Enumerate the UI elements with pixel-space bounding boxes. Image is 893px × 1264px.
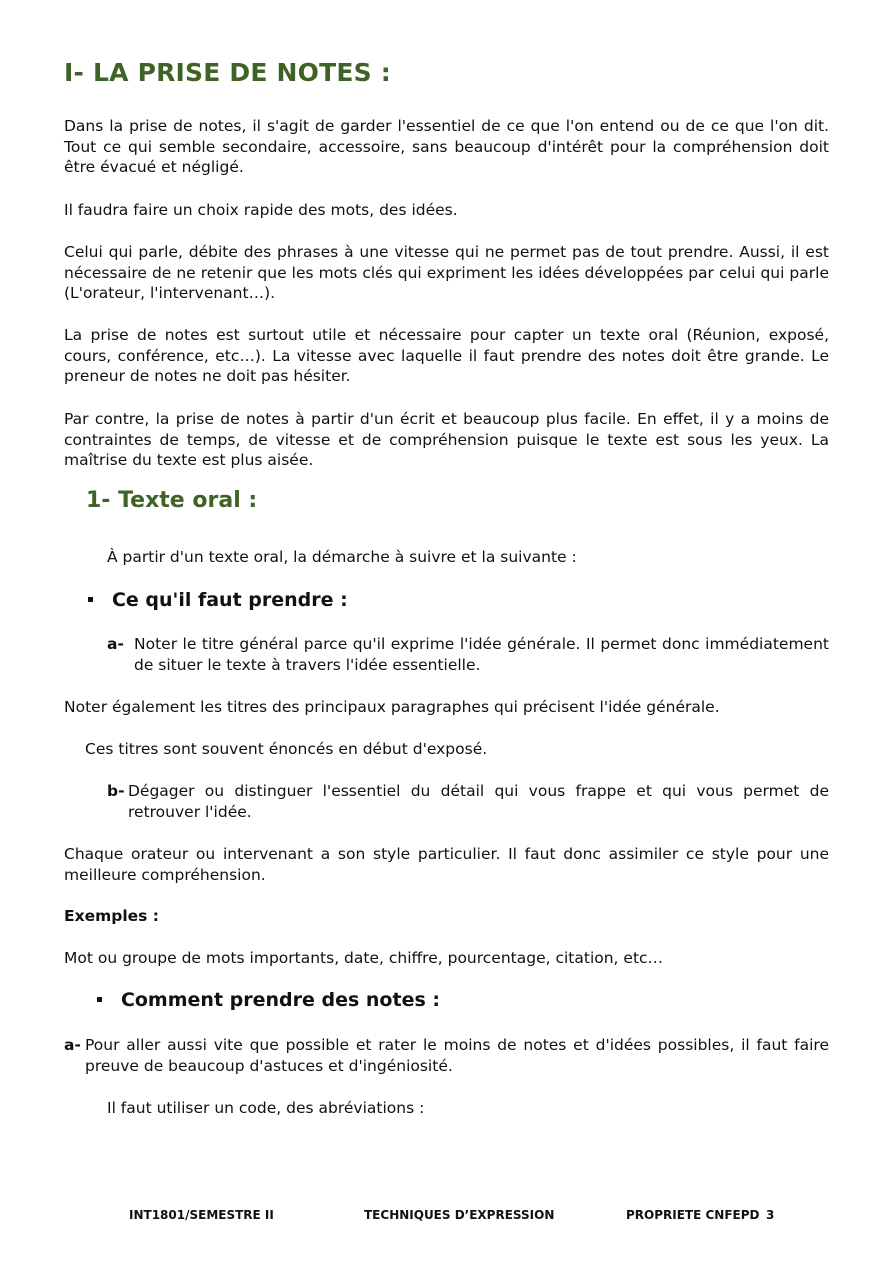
- paragraph-4: La prise de notes est surtout utile et nécessaire pour capter un texte oral (Réunion, exposé, cours, conférence, etc…). La vitesse avec laquelle il faut prendre des notes doit être grande. Le preneur de notes ne doit pas hésiter.: [64, 326, 829, 385]
- section-heading: I- LA PRISE DE NOTES :: [64, 58, 391, 87]
- bullet-what-to-take: [88, 590, 348, 612]
- footer-owner: PROPRIETE CNFEPD: [626, 1208, 760, 1222]
- list-item-a: [107, 634, 829, 675]
- note-titles: Noter également les titres des principaux paragraphes qui précisent l'idée générale.: [64, 698, 720, 716]
- bullet-heading: Comment prendre des notes :: [120, 989, 440, 1011]
- paragraph-1: Dans la prise de notes, il s'agit de garder l'essentiel de ce que l'on entend ou de ce que l'on dit. Tout ce qui semble secondaire, accessoire, sans beaucoup d'intérêt pour la compréhension doit être évacué et négligé.: [64, 117, 829, 176]
- footer-course: INT1801/SEMESTRE II: [129, 1208, 274, 1222]
- note-style: Chaque orateur ou intervenant a son style particulier. Il faut donc assimiler ce style pour une meilleure compréhension.: [64, 845, 829, 884]
- footer-subject: TECHNIQUES D’EXPRESSION: [364, 1208, 555, 1222]
- section-intro: À partir d'un texte oral, la démarche à suivre et la suivante :: [107, 548, 577, 566]
- item-text: Pour aller aussi vite que possible et rater le moins de notes et d'idées possibles, il faut faire preuve de beaucoup d'astuces et d'ingéniosité.: [85, 1036, 829, 1075]
- paragraph-5: Par contre, la prise de notes à partir d'un écrit et beaucoup plus facile. En effet, il y a moins de contraintes de temps, de vitesse et de compréhension puisque le texte est sous les yeux. La maîtrise du texte est plus aisée.: [64, 410, 829, 469]
- page-number: 3: [766, 1208, 775, 1222]
- item-label: b-: [107, 782, 125, 800]
- examples-label: Exemples :: [64, 907, 159, 925]
- square-bullet-icon: [97, 997, 102, 1002]
- item-text: Dégager ou distinguer l'essentiel du détail qui vous frappe et qui vous permet de retrouver l'idée.: [128, 782, 829, 821]
- list-item-a2: [64, 1035, 829, 1076]
- subsection-heading: 1- Texte oral :: [86, 488, 258, 513]
- item-label: a-: [107, 635, 124, 653]
- bullet-heading: Ce qu'il faut prendre :: [111, 589, 348, 611]
- item-text: Noter le titre général parce qu'il exprime l'idée générale. Il permet donc immédiatement de situer le texte à travers l'idée essentielle.: [134, 635, 829, 674]
- paragraph-2: Il faudra faire un choix rapide des mots, des idées.: [64, 201, 458, 219]
- note-titles-expose: Ces titres sont souvent énoncés en début d'exposé.: [85, 740, 488, 758]
- note-code: Il faut utiliser un code, des abréviations :: [107, 1099, 425, 1117]
- examples-text: Mot ou groupe de mots importants, date, chiffre, pourcentage, citation, etc…: [64, 949, 664, 967]
- paragraph-3: Celui qui parle, débite des phrases à une vitesse qui ne permet pas de tout prendre. Aussi, il est nécessaire de ne retenir que les mots clés qui expriment les idées développées par celui qui parle (L'orateur, l'intervenant…).: [64, 243, 829, 302]
- item-label: a-: [64, 1036, 81, 1054]
- list-item-b: [107, 781, 829, 822]
- square-bullet-icon: [88, 597, 93, 602]
- bullet-how-to-take: [97, 990, 440, 1012]
